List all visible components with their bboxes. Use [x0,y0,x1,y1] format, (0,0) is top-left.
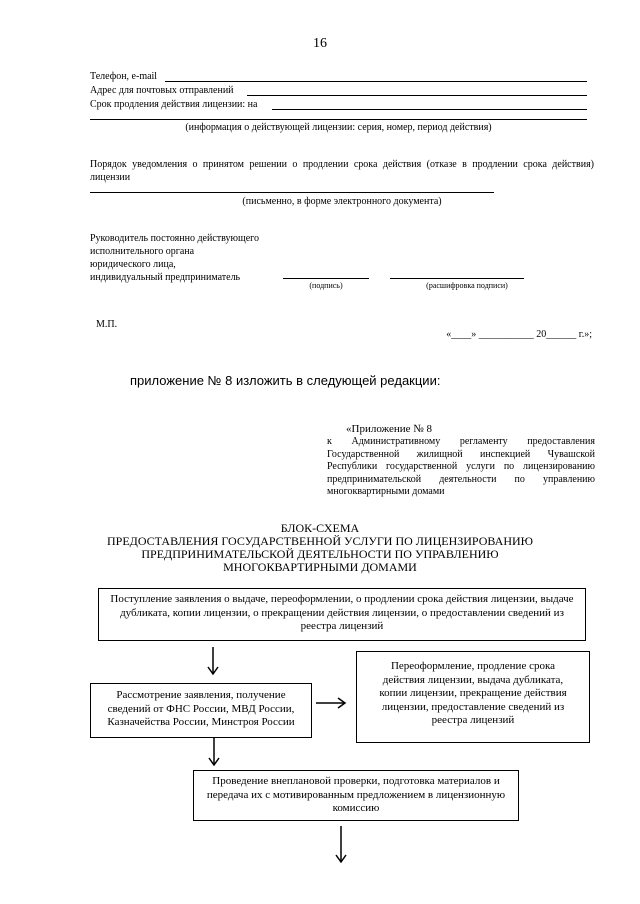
arrow-down-2-icon [206,737,222,767]
license-info-line [90,119,587,120]
flowchart-heading-line-3: ПРЕДПРИНИМАТЕЛЬСКОЙ ДЕЯТЕЛЬНОСТИ ПО УПРАВЛЕНИЮ [141,547,499,561]
arrow-down-1-icon [205,647,221,677]
notify-caption: (письменно, в форме электронного документа) [242,196,442,207]
signature-decode-caption: (расшифровка подписи) [426,281,508,290]
notify-line [90,192,494,193]
page-number: 16 [313,36,327,51]
signer-line-1: Руководитель постоянно действующего [90,233,259,244]
stamp-label: М.П. [96,319,118,330]
signature-caption: (подпись) [309,281,343,290]
flowchart-heading [100,522,540,574]
flowchart-heading-line-1: БЛОК-СХЕМА [280,521,360,535]
flow-step-reissue-license: Переоформление, продление срока действия лицензии, выдача дубликата, копии лицензии, прекращение действия лицензии, предоставление сведений из реестра лицензий [356,651,590,743]
arrow-right-icon [316,696,348,710]
flowchart-heading-line-2: ПРЕДОСТАВЛЕНИЯ ГОСУДАРСТВЕННОЙ УСЛУГИ ПО ЛИЦЕНЗИРОВАНИЮ [107,534,533,548]
term-line [272,109,587,110]
phone-line [165,81,587,82]
notify-text: Порядок уведомления о принятом решении о продлении срока действия (отказе в продлении срока действия) лицензии [90,159,594,183]
license-info-caption: (информация о действующей лицензии: серия, номер, период действия) [185,122,492,133]
flow-step-review-application: Рассмотрение заявления, получение сведений от ФНС России, МВД России, Казначейства России, Минстроя России [90,683,312,738]
signer-line-4: индивидуальный предприниматель [90,272,241,283]
term-label: Срок продления действия лицензии: на [90,99,258,110]
signer-line-3: юридического лица, [90,259,176,270]
flow-step-application-received: Поступление заявления о выдаче, переоформлении, о продлении срока действия лицензии, выдаче дубликата, копии лицензии, о прекращении действия лицензии, о предоставлении сведений из реестра лицензий [98,588,586,641]
phone-label: Телефон, e-mail [90,71,158,82]
arrow-down-3-icon [333,826,349,864]
appendix-text: к Административному регламенту предоставления Государственной жилищной инспекцией Чувашской Республики государственной услуги по лицензированию предпринимательской деятельности по управлению многоквартирными домами [327,436,595,497]
signer-block [90,232,259,284]
date-line: «____» ___________ 20______ г.»; [446,329,592,340]
signer-line-2: исполнительного органа [90,246,195,257]
address-label: Адрес для почтовых отправлений [90,85,234,96]
signature-line [283,278,369,279]
address-line [247,95,587,96]
flow-step-inspection: Проведение внеплановой проверки, подготовка материалов и передача их с мотивированным предложением в лицензионную комиссию [193,770,519,821]
signature-decode-line [390,278,524,279]
amendment-text: приложение № 8 изложить в следующей редакции: [130,373,441,388]
appendix-title: «Приложение № 8 [346,423,433,435]
flowchart-heading-line-4: МНОГОКВАРТИРНЫМИ ДОМАМИ [223,560,417,574]
